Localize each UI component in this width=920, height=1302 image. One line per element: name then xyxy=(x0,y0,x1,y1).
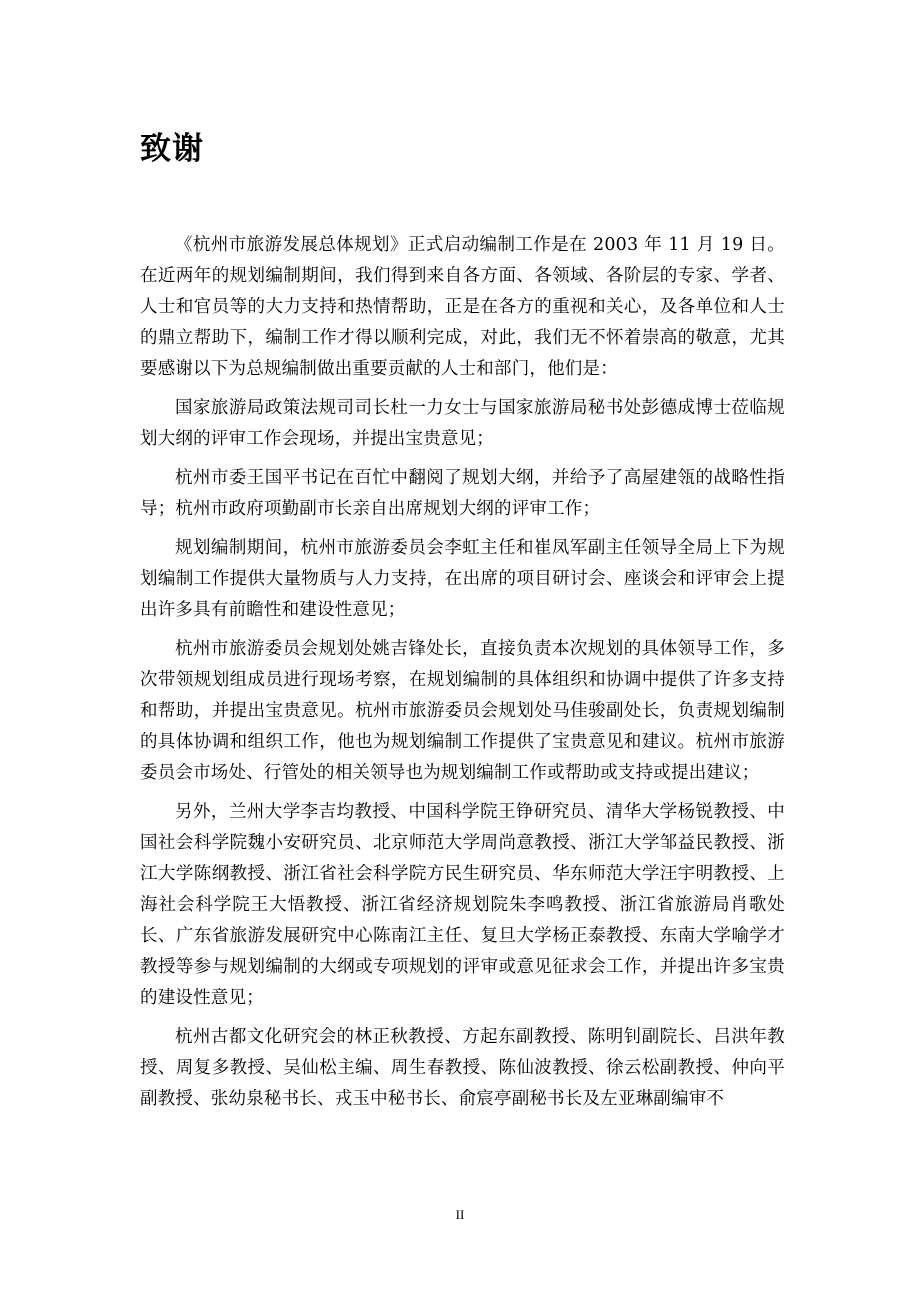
paragraph-experts: 另外，兰州大学李吉均教授、中国科学院王铮研究员、清华大学杨锐教授、中国社会科学院魏小安研究员、北京师范大学周尚意教授、浙江大学邹益民教授、浙江大学陈纲教授、浙江省社会科学院方民生研究员、华东师范大学汪宇明教授、上海社会科学院王大悟教授、浙江省经济规划院朱李鸣教授、浙江省旅游局肖歌处长、广东省旅游发展研究中心陈南江主任、复旦大学杨正泰教授、东南大学喻学才教授等参与规划编制的大纲或专项规划的评审或意见征求会工作，并提出许多宝贵的建设性意见； xyxy=(140,802,785,1008)
paragraph-tourism-committee: 规划编制期间，杭州市旅游委员会李虹主任和崔凤军副主任领导全局上下为规划编制工作提供大量物质与人力支持，在出席的项目研讨会、座谈会和评审会上提出许多具有前瞻性和建设性意见； xyxy=(140,538,785,620)
page-title: 致谢 xyxy=(140,131,204,167)
paragraph-culture-society: 杭州古都文化研究会的林正秋教授、方起东副教授、陈明钊副院长、吕洪年教授、周复多教授、吴仙松主编、周生春教授、陈仙波教授、徐云松副教授、仲向平副教授、张幼泉秘书长、戎玉中秘书长、俞宸亭副秘书长及左亚琳副编审不 xyxy=(140,1027,785,1109)
paragraph-national-tourism: 国家旅游局政策法规司司长杜一力女士与国家旅游局秘书处彭德成博士莅临规划大纲的评审工作会现场，并提出宝贵意见； xyxy=(140,398,785,449)
paragraph-municipal-leaders: 杭州市委王国平书记在百忙中翻阅了规划大纲，并给予了高屋建瓴的战略性指导；杭州市政府项勤副市长亲自出席规划大纲的评审工作； xyxy=(140,468,785,519)
body-text xyxy=(140,230,785,1123)
page-number: II xyxy=(455,1207,465,1222)
paragraph-intro: 《杭州市旅游发展总体规划》正式启动编制工作是在 2003 年 11 月 19 日。在近两年的规划编制期间，我们得到来自各方面、各领域、各阶层的专家、学者、人士和官员等的大力支持和热情帮助，正是在各方的重视和关心，及各单位和人士的鼎立帮助下，编制工作才得以顺利完成，对此，我们无不怀着崇高的敬意，尤其要感谢以下为总规编制做出重要贡献的人士和部门，他们是： xyxy=(140,235,785,379)
paragraph-planning-office: 杭州市旅游委员会规划处姚吉锋处长，直接负责本次规划的具体领导工作，多次带领规划组成员进行现场考察，在规划编制的具体组织和协调中提供了许多支持和帮助，并提出宝贵意见。杭州市旅游委员会规划处马佳骏副处长，负责规划编制的具体协调和组织工作，他也为规划编制工作提供了宝贵意见和建议。杭州市旅游委员会市场处、行管处的相关领导也为规划编制工作或帮助或支持或提出建议； xyxy=(140,639,785,783)
